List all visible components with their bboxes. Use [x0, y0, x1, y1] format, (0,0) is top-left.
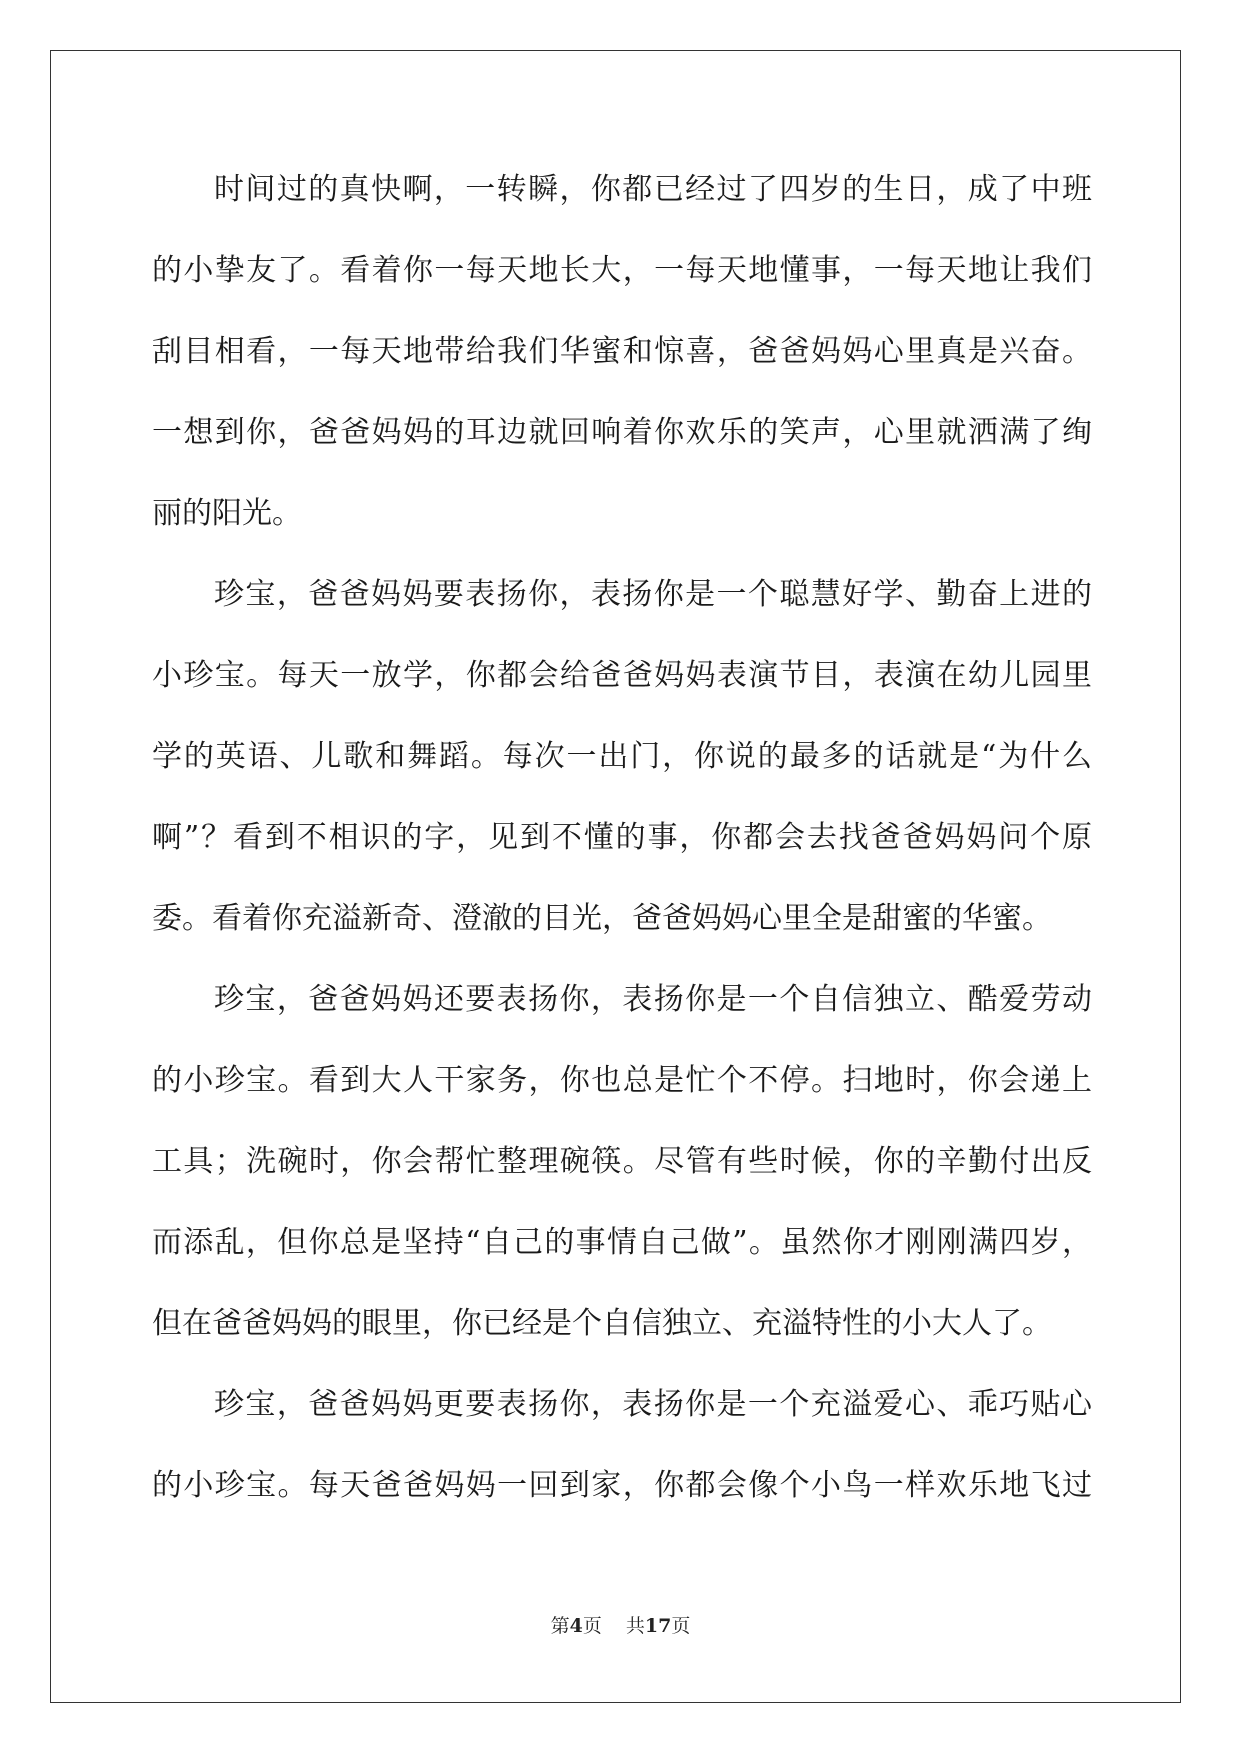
- paragraph-2-line-4: 啊”？看到不相识的字，见到不懂的事，你都会去找爸爸妈妈问个原: [152, 820, 1092, 855]
- paragraph-2-line-1: 珍宝，爸爸妈妈要表扬你，表扬你是一个聪慧好学、勤奋上进的: [214, 577, 1092, 612]
- body-text: [152, 160, 1092, 1537]
- paragraph-1-line-1: 时间过的真快啊，一转瞬，你都已经过了四岁的生日，成了中班: [214, 172, 1092, 207]
- paragraph-1-line-4: 一想到你，爸爸妈妈的耳边就回响着你欢乐的笑声，心里就洒满了绚: [152, 415, 1092, 450]
- paragraph-4-line-1: 珍宝，爸爸妈妈更要表扬你，表扬你是一个充溢爱心、乖巧贴心: [214, 1387, 1092, 1422]
- footer-total-suffix: 页: [671, 1615, 691, 1637]
- footer-page-suffix: 页: [582, 1615, 602, 1637]
- paragraph-3-line-5: 但在爸爸妈妈的眼里，你已经是个自信独立、充溢特性的小大人了。: [152, 1306, 1052, 1341]
- footer-page-number: 4: [569, 1615, 583, 1637]
- paragraph-1-line-2: 的小挚友了。看着你一每天地长大，一每天地懂事，一每天地让我们: [152, 253, 1092, 288]
- footer-page-prefix: 第: [550, 1615, 570, 1637]
- paragraph-3-line-1: 珍宝，爸爸妈妈还要表扬你，表扬你是一个自信独立、酷爱劳动: [214, 982, 1092, 1017]
- paragraph-2-line-3: 学的英语、儿歌和舞蹈。每次一出门，你说的最多的话就是“为什么: [152, 739, 1092, 774]
- paragraph-1-line-3: 刮目相看，一每天地带给我们华蜜和惊喜，爸爸妈妈心里真是兴奋。: [152, 334, 1092, 369]
- paragraph-3-line-2: 的小珍宝。看到大人干家务，你也总是忙个不停。扫地时，你会递上: [152, 1063, 1092, 1098]
- footer-total-prefix: 共: [625, 1615, 645, 1637]
- paragraph-3-line-3: 工具；洗碗时，你会帮忙整理碗筷。尽管有些时候，你的辛勤付出反: [152, 1144, 1092, 1179]
- paragraph-2-line-5: 委。看着你充溢新奇、澄澈的目光，爸爸妈妈心里全是甜蜜的华蜜。: [152, 901, 1052, 936]
- paragraph-1-line-5: 丽的阳光。: [152, 496, 302, 531]
- paragraph-4-line-2: 的小珍宝。每天爸爸妈妈一回到家，你都会像个小鸟一样欢乐地飞过: [152, 1468, 1092, 1503]
- paragraph-2-line-2: 小珍宝。每天一放学，你都会给爸爸妈妈表演节目，表演在幼儿园里: [152, 658, 1092, 693]
- paragraph-3-line-4: 而添乱，但你总是坚持“自己的事情自己做”。虽然你才刚刚满四岁，: [152, 1225, 1092, 1260]
- page-footer: [0, 1611, 1241, 1638]
- footer-total-pages: 17: [644, 1615, 672, 1637]
